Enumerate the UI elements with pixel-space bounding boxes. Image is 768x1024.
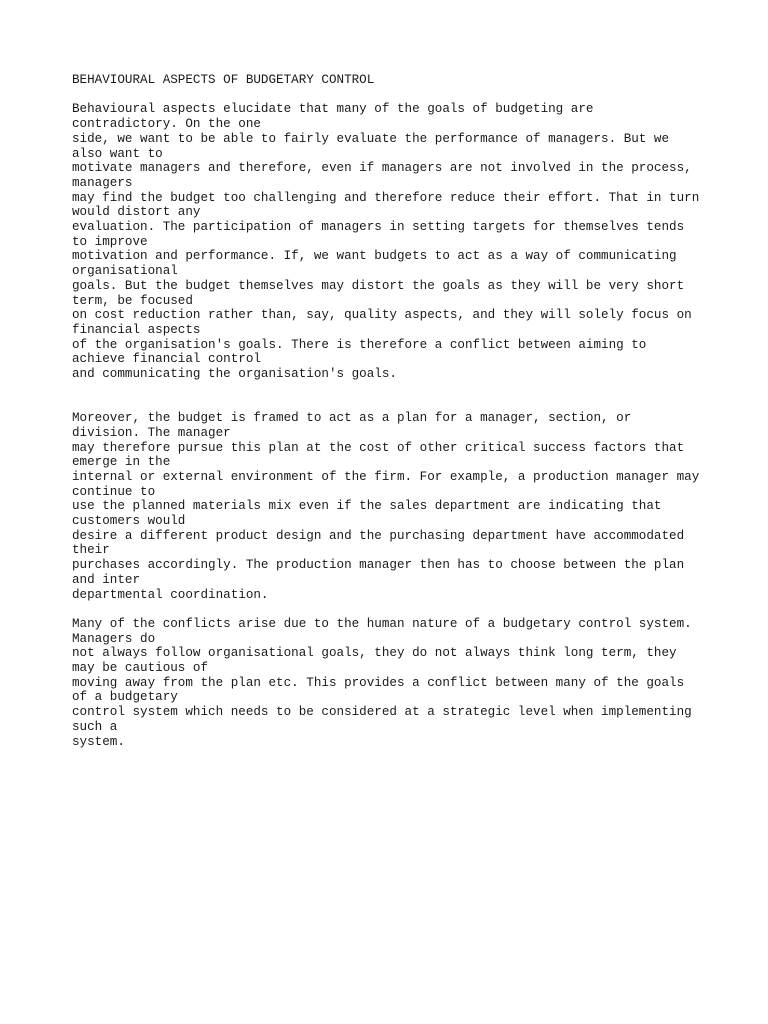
paragraph-line: may therefore pursue this plan at the cost of other critical success factors that <box>72 440 685 455</box>
paragraph-2 <box>72 411 712 602</box>
paragraph-line: may find the budget too challenging and therefore reduce their effort. That in turn <box>72 190 700 205</box>
paragraph-line: internal or external environment of the firm. For example, a production manager may <box>72 469 700 484</box>
paragraph-line: may be cautious of <box>72 661 209 676</box>
paragraph-line: purchases accordingly. The production manager then has to choose between the plan <box>72 558 685 573</box>
paragraph-3 <box>72 617 712 749</box>
paragraph-line: their <box>72 543 110 558</box>
document-title: BEHAVIOURAL ASPECTS OF BUDGETARY CONTROL <box>72 73 375 87</box>
document-body <box>72 73 712 749</box>
paragraph-line: goals. But the budget themselves may distort the goals as they will be very short <box>72 278 685 293</box>
paragraph-line: Behavioural aspects elucidate that many of the goals of budgeting are <box>72 102 594 117</box>
paragraph-line: and inter <box>72 572 141 587</box>
paragraph-line: also want to <box>72 146 163 161</box>
paragraph-line: on cost reduction rather than, say, quality aspects, and they will solely focus on <box>72 308 692 323</box>
paragraph-line: Managers do <box>72 631 156 646</box>
paragraph-line: customers would <box>72 514 186 529</box>
paragraph-line: evaluation. The participation of managers in setting targets for themselves tends <box>72 220 685 235</box>
paragraph-spacer <box>72 602 712 617</box>
paragraph-line: motivation and performance. If, we want budgets to act as a way of communicating <box>72 249 677 264</box>
paragraph-line: system. <box>72 734 125 749</box>
paragraph-spacer <box>72 382 712 411</box>
paragraph-line: continue to <box>72 484 156 499</box>
paragraph-line: contradictory. On the one <box>72 117 261 132</box>
paragraph-line: managers <box>72 175 133 190</box>
paragraph-line: desire a different product design and the purchasing department have accommodated <box>72 528 685 543</box>
paragraph-line: emerge in the <box>72 455 171 470</box>
paragraph-line: side, we want to be able to fairly evaluate the performance of managers. But we <box>72 131 670 146</box>
paragraph-line: achieve financial control <box>72 352 261 367</box>
paragraph-line: Many of the conflicts arise due to the human nature of a budgetary control system. <box>72 616 692 631</box>
paragraph-line: financial aspects <box>72 322 201 337</box>
paragraph-line: organisational <box>72 264 178 279</box>
paragraph-line: moving away from the plan etc. This provides a conflict between many of the goals <box>72 675 685 690</box>
paragraph-line: of the organisation's goals. There is therefore a conflict between aiming to <box>72 337 647 352</box>
paragraph-line: term, be focused <box>72 293 193 308</box>
paragraph-line: division. The manager <box>72 425 231 440</box>
paragraph-line: departmental coordination. <box>72 587 269 602</box>
paragraph-line: such a <box>72 719 118 734</box>
paragraph-line: motivate managers and therefore, even if managers are not involved in the process, <box>72 161 692 176</box>
paragraph-line: not always follow organisational goals, they do not always think long term, they <box>72 646 677 661</box>
paragraph-line: control system which needs to be considered at a strategic level when implementing <box>72 705 692 720</box>
paragraph-line: Moreover, the budget is framed to act as a plan for a manager, section, or <box>72 411 632 426</box>
paragraph-1 <box>72 102 712 381</box>
paragraph-line: would distort any <box>72 205 201 220</box>
paragraph-line: use the planned materials mix even if the sales department are indicating that <box>72 499 662 514</box>
paragraph-line: to improve <box>72 234 148 249</box>
paragraph-line: of a budgetary <box>72 690 178 705</box>
paragraph-line: and communicating the organisation's goals. <box>72 367 397 382</box>
